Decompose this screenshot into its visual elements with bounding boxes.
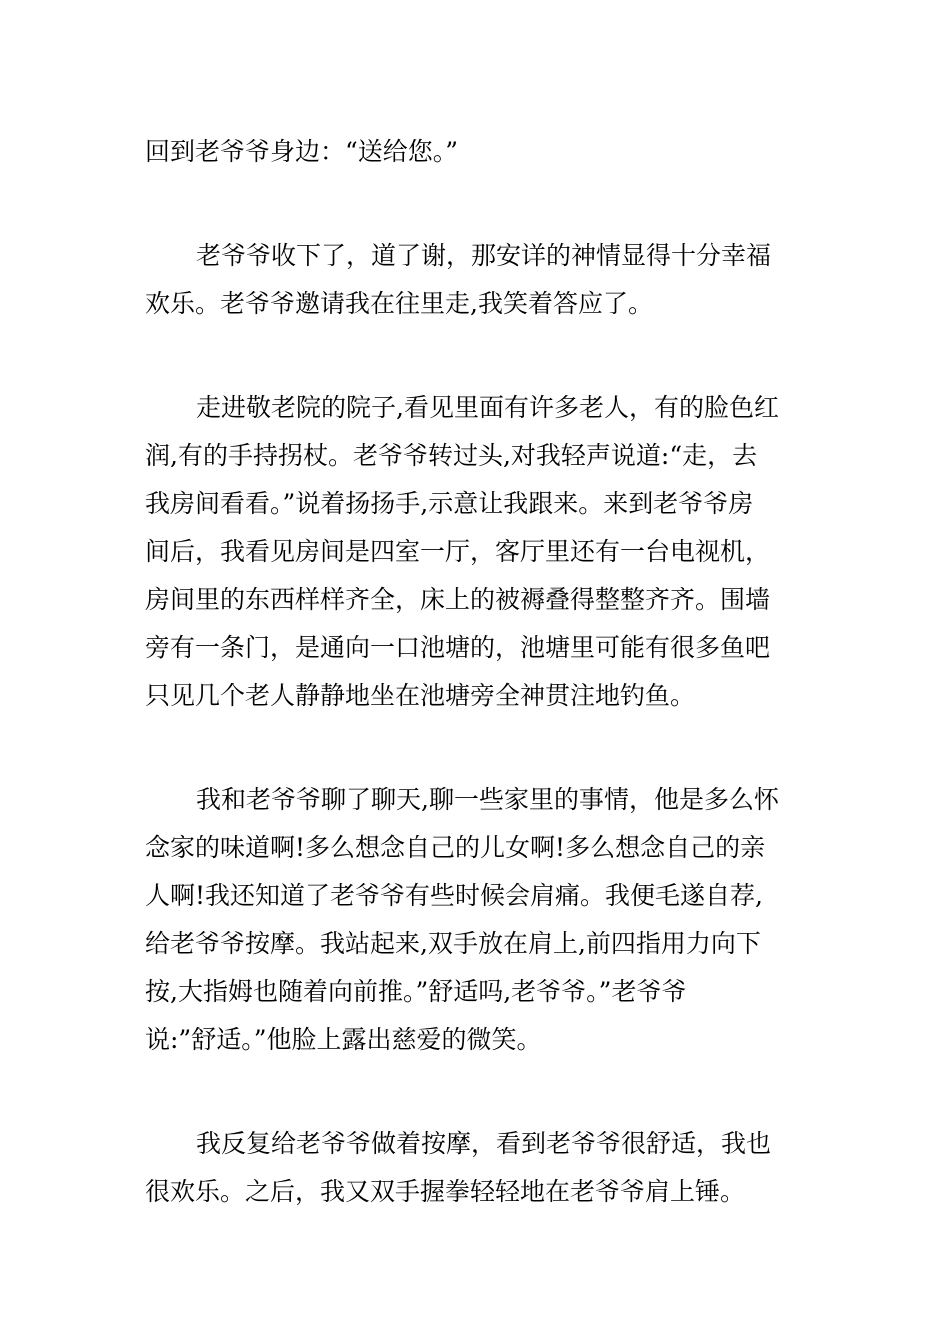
paragraph-5 xyxy=(145,1120,810,1216)
text-line: 旁有一条门，是通向一口池塘的，池塘里可能有很多鱼吧 xyxy=(145,633,771,662)
text-line: 欢乐。老爷爷邀请我在往里走,我笑着答应了。 xyxy=(145,289,653,318)
text-line: 人啊!我还知道了老爷爷有些时候会肩痛。我便毛遂自荐, xyxy=(145,881,763,910)
text-line: 我和老爷爷聊了聊天,聊一些家里的事情，他是多么怀 xyxy=(196,785,779,814)
text-line: 房间里的东西样样齐全，床上的被褥叠得整整齐齐。围墙 xyxy=(145,585,771,614)
text-line: 走进敬老院的院子,看见里面有许多老人，有的脸色红 xyxy=(196,393,779,422)
document-body xyxy=(145,128,810,1272)
text-line: 很欢乐。之后，我又双手握拳轻轻地在老爷爷肩上锤。 xyxy=(145,1177,746,1206)
paragraph-3 xyxy=(145,384,810,720)
paragraph-2 xyxy=(145,232,810,328)
text-line: 给老爷爷按摩。我站起来,双手放在肩上,前四指用力向下 xyxy=(145,929,761,958)
text-line: 回到老爷爷身边：“送给您。” xyxy=(145,137,459,166)
text-line: 按,大指姆也随着向前推。”舒适吗,老爷爷。”老爷爷 xyxy=(145,977,687,1006)
text-line: 我反复给老爷爷做着按摩，看到老爷爷很舒适，我也 xyxy=(196,1129,772,1158)
paragraph-1 xyxy=(145,128,810,176)
text-line: 说:”舒适。”他脸上露出慈爱的微笑。 xyxy=(145,1025,542,1054)
text-line: 间后，我看见房间是四室一厅，客厅里还有一台电视机， xyxy=(145,537,771,566)
text-line: 只见几个老人静静地坐在池塘旁全神贯注地钓鱼。 xyxy=(145,681,696,710)
text-line: 润,有的手持拐杖。老爷爷转过头,对我轻声说道:“走，去 xyxy=(145,441,758,470)
text-line: 我房间看看。”说着扬扬手,示意让我跟来。来到老爷爷房 xyxy=(145,489,754,518)
text-line: 念家的味道啊!多么想念自己的儿女啊!多么想念自己的亲 xyxy=(145,833,766,862)
text-line: 老爷爷收下了，道了谢，那安详的神情显得十分幸福 xyxy=(196,241,772,270)
paragraph-4 xyxy=(145,776,810,1064)
